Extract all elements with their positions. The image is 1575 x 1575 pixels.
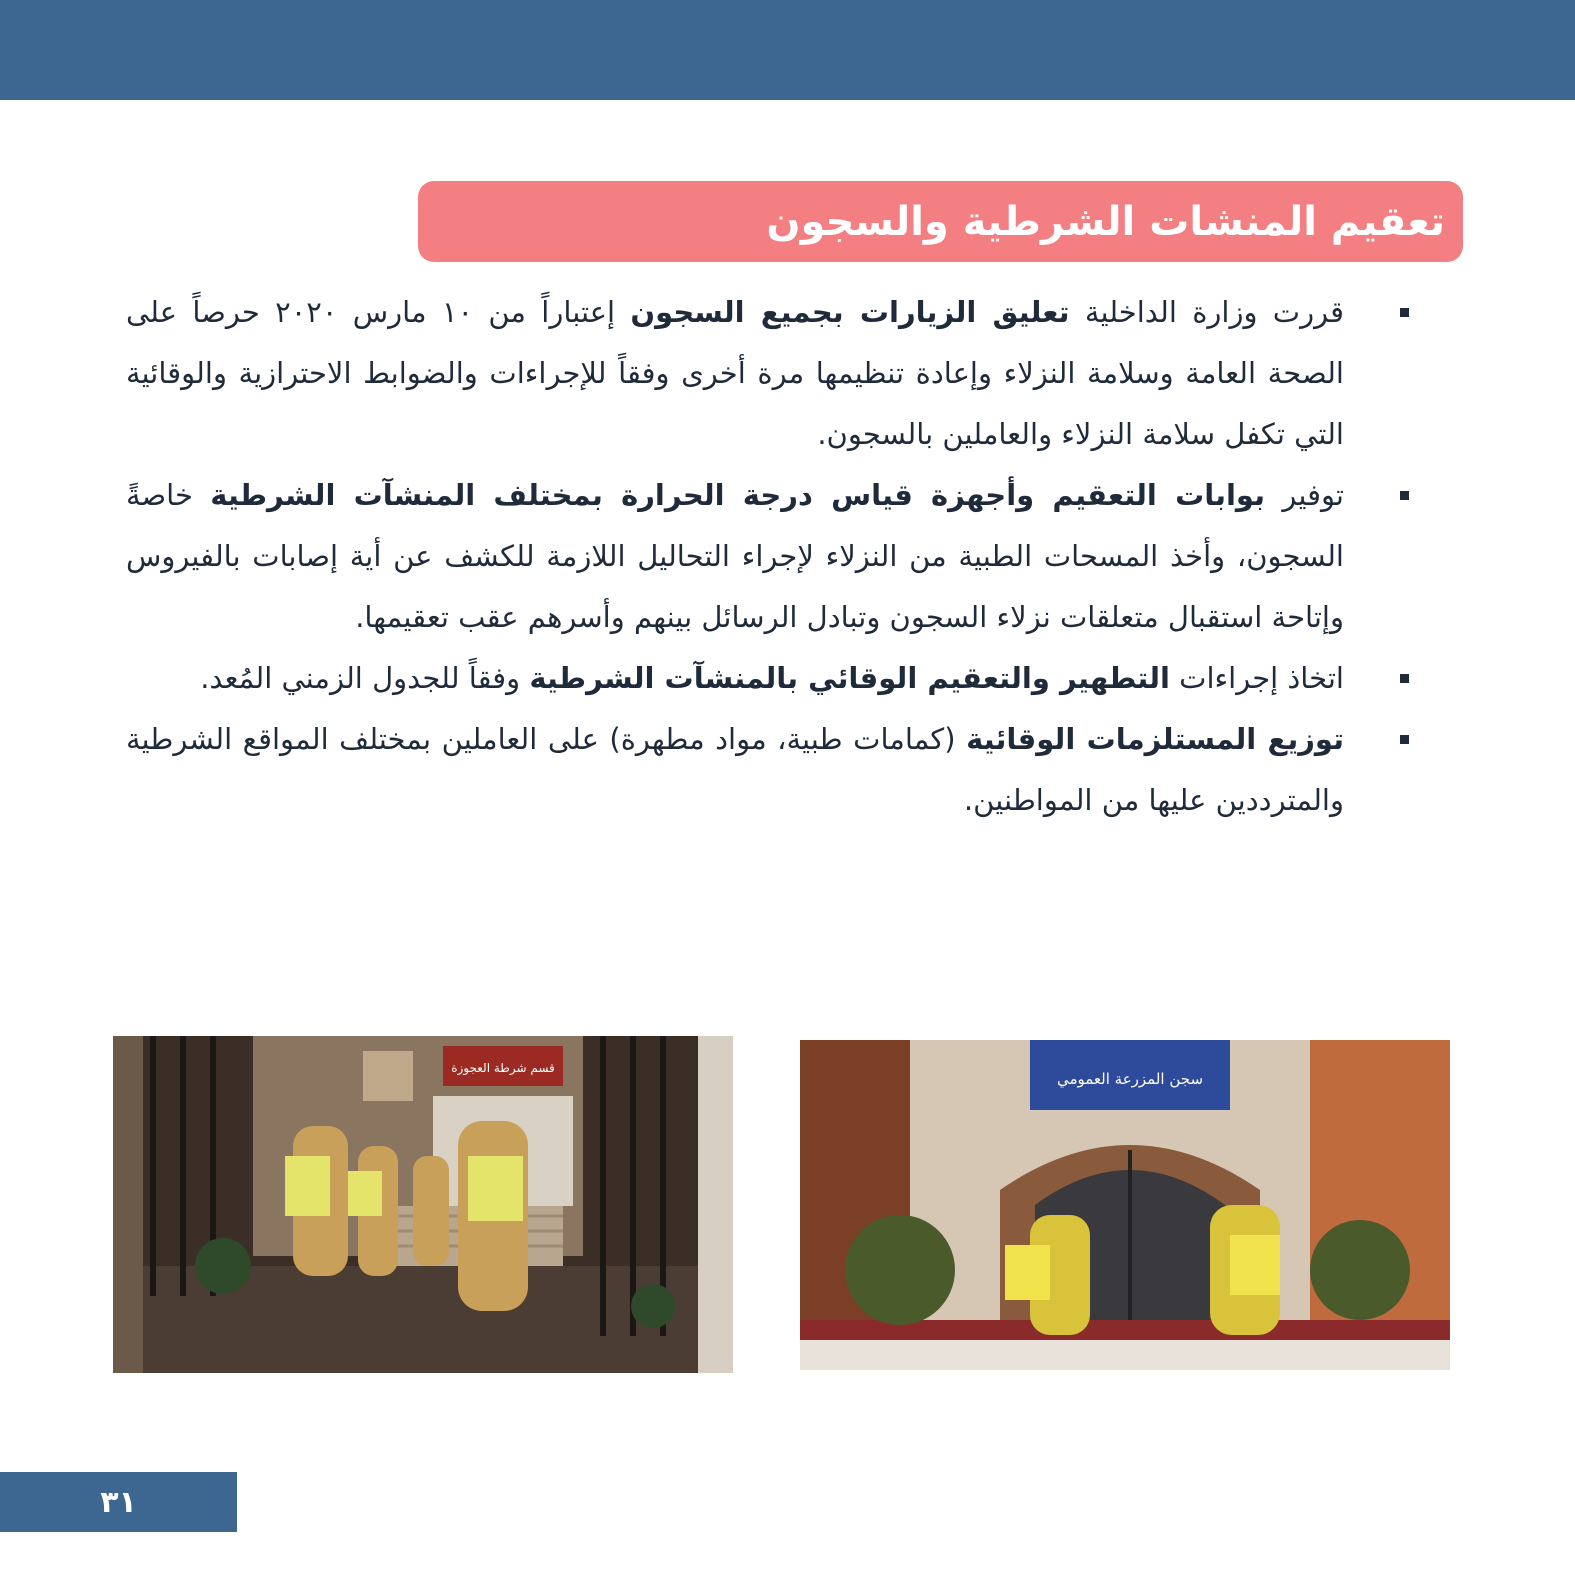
- bullet-text: اتخاذ إجراءات: [1169, 661, 1344, 695]
- bullet-item: [126, 648, 1421, 709]
- bullet-item: [126, 709, 1421, 831]
- section-title: تعقيم المنشات الشرطية والسجون: [766, 198, 1445, 245]
- page-number: ٣١: [100, 1484, 137, 1520]
- bullet-highlight: التطهير والتعقيم الوقائي بالمنشآت الشرطية: [529, 661, 1170, 695]
- bullet-highlight: تعليق الزيارات بجميع السجون: [630, 295, 1070, 329]
- prison-sign-text: سجن المزرعة العمومي: [1056, 1070, 1204, 1088]
- bullet-square-icon: [1400, 735, 1409, 744]
- bullet-text: إعتباراً من ١٠ مارس ٢٠٢٠ حرصاً على الصحة العامة وسلامة النزلاء وإعادة تنظيمها مرة أخرى وفقاً للإجراءات والضوابط الاحترازية والوقائية التي تكفل سلامة النزلاء والعاملين بالسجون.: [126, 295, 1344, 451]
- bullet-highlight: بوابات التعقيم وأجهزة قياس درجة الحرارة بمختلف المنشآت الشرطية: [210, 478, 1265, 512]
- page-number-tab: [0, 1472, 237, 1532]
- bullet-list: [126, 282, 1421, 831]
- bullet-text: وفقاً للجدول الزمني المُعد.: [200, 661, 530, 695]
- police-sign-text: قسم شرطة العجوزة: [451, 1061, 555, 1075]
- top-header-bar: [0, 0, 1575, 100]
- bullet-item: [126, 282, 1421, 465]
- bullet-square-icon: [1400, 491, 1409, 500]
- bullet-text: توفير: [1265, 478, 1344, 512]
- bullet-text: خاصةً السجون، وأخذ المسحات الطبية من النزلاء لإجراء التحاليل اللازمة للكشف عن أية إصابات بالفيروس وإتاحة استقبال متعلقات نزلاء السجون وتبادل الرسائل بينهم وأسرهم عقب تعقيمها.: [126, 478, 1344, 634]
- photo-prison-gate-disinfection: [800, 1040, 1450, 1370]
- bullet-square-icon: [1400, 308, 1409, 317]
- bullet-text: قررت وزارة الداخلية: [1069, 295, 1344, 329]
- photo-police-station-disinfection: [113, 1036, 733, 1373]
- bullet-item: [126, 465, 1421, 648]
- section-title-banner: [418, 181, 1463, 262]
- bullet-text: (كمامات طبية، مواد مطهرة) على العاملين بمختلف المواقع الشرطية والمترددين عليها من المواطنين.: [126, 722, 1344, 817]
- bullet-square-icon: [1400, 674, 1409, 683]
- bullet-highlight: توزيع المستلزمات الوقائية: [966, 722, 1345, 756]
